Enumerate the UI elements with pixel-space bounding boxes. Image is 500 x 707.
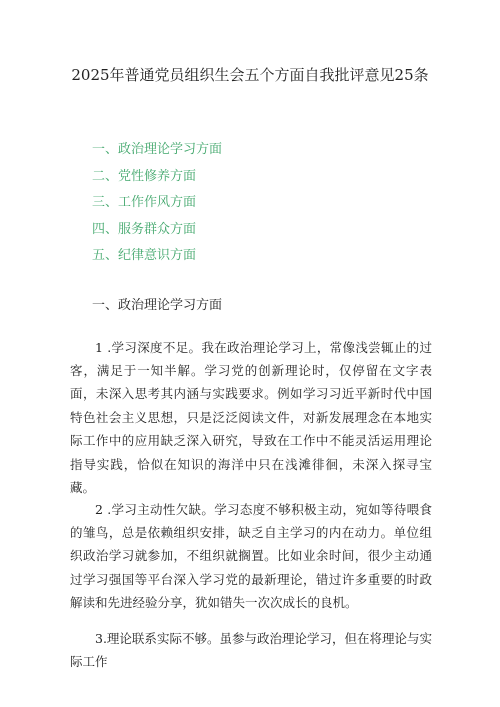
toc-link-discipline[interactable]: 五、纪律意识方面 [92, 248, 197, 263]
paragraph-2: 2 .学习主动性欠缺。学习态度不够积极主动，宛如等待喂食的雏鸟，总是依赖组织安排，缺乏自主学习的内在动力。单位组织政治学习就参加，不组织就搁置。比如业余时间，很少主动通过学习强国等平台深入学习党的最新理论，错过许多重要的时政解读和先进经验分享，犹如错失一次次成长的良机。 [70, 501, 432, 611]
toc-link-party-spirit[interactable]: 二、党性修养方面 [92, 168, 197, 184]
table-of-contents [92, 140, 222, 273]
toc-link-serving-masses[interactable]: 四、服务群众方面 [92, 221, 197, 237]
document-title: 2025年普通党员组织生会五个方面自我批评意见25条 [71, 66, 429, 84]
toc-link-work-style[interactable]: 三、工作作风方面 [92, 195, 197, 210]
paragraph-1: 1 .学习深度不足。我在政治理论学习上，常像浅尝辄止的过客，满足于一知半解。学习党的创新理论时，仅停留在文字表面，未深入思考其内涵与实践要求。例如学习习近平新时代中国特色社会主义思想，只是泛泛阅读文件，对新发展理念在本地实际工作中的应用缺乏深入研究，导致在工作中不能灵活运用理论指导实践，恰似在知识的海洋中只在浅滩徘徊，未深入探寻宝藏。 [70, 339, 432, 495]
toc-link-political-theory[interactable]: 一、政治理论学习方面 [92, 142, 223, 157]
paragraph-3: 3.理论联系实际不够。虽参与政治理论学习，但在将理论与实际工作 [70, 630, 432, 669]
section-heading: 一、政治理论学习方面 [92, 298, 223, 313]
